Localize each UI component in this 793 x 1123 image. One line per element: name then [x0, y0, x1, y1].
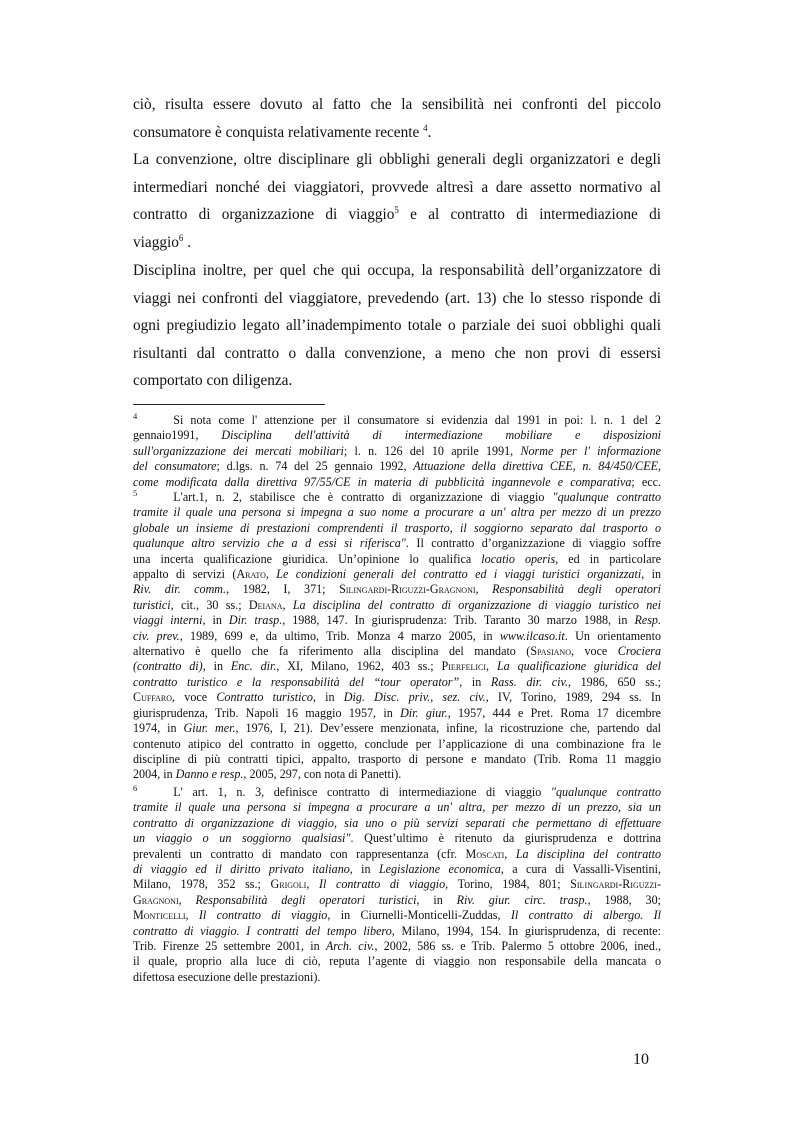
footnote-text: L'art.1, n. 2, stabilisce che è contratto di organizzazione di viaggio: [173, 490, 553, 504]
footnote-link[interactable]: www.ilcaso.it: [499, 628, 565, 643]
footnote-line: difettosa esecuzione delle prestazioni).: [133, 969, 321, 984]
footnote-text: . Quest’ultimo è ritenuto da giurisprudenza e dottrina: [350, 831, 661, 846]
footnote-text: , Torino, 1984, 801;: [445, 877, 571, 892]
footnote-author: Gragnoni: [133, 892, 179, 907]
footnote-text: , cit., 30 ss.;: [170, 597, 249, 612]
footnote-text: , in: [349, 862, 379, 877]
footnote-text: . Il contratto d’organizzazione di viaggio soffre: [405, 536, 661, 551]
footnote-quote: qualunque altro servizio che a d essi si riferisca": [133, 536, 406, 551]
footnote-text: gennaio1991,: [133, 428, 222, 443]
footnote-text: ,: [486, 659, 497, 674]
body-line: risultanti dal contratto o dalla convenzione, a meno che non provi di essersi: [133, 344, 661, 362]
body-text: consumatore è conquista relativamente recente: [133, 123, 420, 141]
footnote-text: , 2005, 297, con nota di Panetti).: [243, 767, 402, 782]
footnote-title: Enc. dir.: [230, 659, 277, 674]
footnote-title: Attuazione della direttiva CEE, n. 84/450/CEE,: [413, 459, 662, 474]
footnote-title: Dig. Disc. priv., sez. civ.: [343, 690, 486, 705]
footnote-text: appalto di servizi (: [133, 567, 237, 582]
footnote-title: Rass. dir. civ.: [490, 674, 568, 689]
footnote-quote: "qualunque contratto: [552, 490, 662, 504]
footnote-line: [133, 706, 661, 721]
body-line: La convenzione, oltre disciplinare gli obblighi generali degli organizzatori e degli: [133, 151, 661, 168]
footnote-title: La qualificazione giuridica del: [496, 659, 661, 674]
footnote-text: , in: [312, 690, 344, 705]
footnote-line: [133, 487, 662, 505]
footnote-title: Il contratto di viaggio: [318, 877, 446, 892]
footnote-line: [133, 862, 661, 877]
footnote-quote: un viaggio o un soggiorno qualsiasi": [133, 831, 351, 846]
footnote-text: , voce: [172, 690, 217, 705]
footnote-line: [133, 613, 661, 628]
footnote-title: La disciplina del contratto di organizzazione di viaggio turistico nei: [292, 597, 661, 612]
footnote-line: contenuto atipico del contratto in oggetto, conclude per l’applicazione di una combinazione fra le: [133, 736, 661, 751]
footnote-6: [133, 782, 662, 985]
footnote-author: Grigoli: [270, 877, 307, 892]
footnote-line: [133, 800, 661, 815]
footnote-text: L' art. 1, n. 3, definisce contratto di intermediazione di viaggio: [173, 785, 551, 799]
footnote-title: Il contratto di viaggio: [198, 908, 328, 923]
footnote-text: , 1982, I, 371;: [226, 582, 340, 597]
footnote-quote: contratto di organizzazione di viaggio, sia uno o più servizi separati che permettano di effettuare: [133, 815, 661, 830]
footnote-line: [133, 567, 661, 582]
body-line: ogni pregiudizio legato all’inadempimento totale o parziale dei suoi obblighi quali: [133, 317, 661, 335]
footnote-line: [133, 877, 661, 892]
footnote-line: [133, 644, 661, 659]
footnote-line: [133, 521, 661, 536]
footnote-line: [133, 767, 661, 782]
footnote-number: 6: [133, 782, 138, 793]
footnote-title: contratto di viaggio. I contratti del tempo libero: [133, 923, 392, 938]
body-line: [133, 119, 661, 147]
footnote-quote: tramite il quale una persona si impegna a suo nome a procurare a un' altra per mezzo di un prezzo: [133, 505, 661, 520]
footnote-author: Deiana: [248, 597, 283, 612]
footnote-title: turistici: [133, 597, 171, 612]
footnote-title: Responsabilità degli operatori turistici: [195, 892, 417, 907]
footnote-line: [133, 505, 661, 520]
footnote-author: Silingardi-Riguzzi-: [570, 877, 661, 892]
footnote-title: Responsabilità degli operatori: [492, 582, 661, 597]
footnote-text: Trib. Firenze 25 settembre 2001, in: [133, 939, 326, 954]
footnote-number: 5: [133, 487, 138, 498]
footnote-text: ,: [178, 892, 196, 907]
footnote-title: Danno e resp.: [175, 767, 244, 782]
footnote-number: 4: [133, 410, 138, 421]
body-paragraph-3: [133, 257, 661, 395]
footnote-author: Moscati: [465, 846, 505, 861]
footnote-title: come modificata dalla direttiva 97/55/CE in materia di pubblicità ingannevole e comparativa: [133, 474, 632, 489]
footnote-text: ; l. n. 126 del 10 aprile 1991,: [343, 443, 521, 458]
footnote-5: [133, 487, 662, 783]
footnote-text: , 1986, 650 ss.;: [567, 674, 661, 689]
footnote-title: sull'organizzazione dei mercati mobiliari: [133, 443, 344, 458]
footnote-title: Dir. giur.: [400, 705, 448, 720]
footnote-line: [133, 629, 661, 644]
footnote-text: , 1988, 147. In giurisprudenza: Trib. Taranto 30 marzo 1988, in: [282, 613, 635, 628]
footnote-line: [133, 444, 661, 459]
footnote-title: contratto turistico e la responsabilità del “tour operator”: [133, 674, 460, 689]
footnote-text: ; d.lgs. n. 74 del 25 gennaio 1992,: [216, 459, 414, 474]
footnote-text: , in: [459, 674, 491, 689]
footnote-title: Dir. trasp.: [228, 613, 283, 628]
footnote-line: [133, 428, 661, 443]
footnote-text: ,: [475, 582, 493, 597]
body-paragraph-1: [133, 91, 661, 146]
footnote-text: , 1988, 30;: [587, 892, 661, 907]
footnote-text: . Un orientamento: [564, 628, 661, 643]
body-line: viaggi nei confronti del viaggiatore, prevedendo (art. 13) che lo stesso risponde di: [133, 289, 661, 307]
footnote-text: una incerta qualificazione giuridica. Un’opinione lo qualifica: [133, 551, 482, 566]
body-line: intermediari nonché dei viaggiatori, provvede altresì a dare assetto normativo al: [133, 178, 661, 196]
footnote-line: [133, 536, 661, 551]
footnote-text: , in: [202, 613, 229, 628]
footnote-author: Cuffaro: [133, 690, 173, 705]
footnote-line: [133, 721, 661, 736]
footnote-title: Giur. mer.: [183, 721, 236, 736]
footnote-line: [133, 475, 661, 490]
footnote-text: , XI, Milano, 1962, 403 ss.;: [276, 659, 442, 674]
body-line: [133, 201, 661, 229]
footnote-text: ; ecc.: [631, 474, 661, 489]
footnote-text: , 1989, 699 e, da ultimo, Trib. Monza 4 marzo 2005, in: [179, 628, 500, 643]
footnote-quote: "qualunque contratto: [550, 785, 661, 799]
footnote-ref-6[interactable]: 6: [178, 232, 184, 243]
footnote-line: [133, 847, 661, 862]
footnote-text: , in: [641, 567, 662, 582]
footnote-text: , a cura di Vassalli-Visentini,: [500, 862, 661, 877]
footnote-text: , IV, Torino, 1989, 294 ss. In: [485, 690, 661, 705]
footnote-text: , Milano, 1994, 154. In giurisprudenza, di recente:: [391, 923, 661, 938]
footnote-author: Pierfelici: [441, 659, 487, 674]
footnote-text: Si nota come l' attenzione per il consumatore si evidenzia dal 1991 in poi: l. n. 1 del 2: [173, 413, 661, 427]
body-line: ciò, risulta essere dovuto al fatto che la sensibilità nei confronti del piccolo: [133, 96, 661, 113]
footnote-text: , in: [202, 659, 231, 674]
footnote-text: , ed in particolare: [555, 551, 661, 566]
footnote-text: ,: [306, 877, 319, 892]
body-text: .: [183, 233, 192, 251]
body-text: e al contratto di intermediazione di: [398, 206, 661, 224]
footnote-title: Disciplina dell'attività di intermediazione mobiliare e disposizioni: [221, 428, 661, 443]
footnote-title: di viaggio ed il diritto privato italiano: [133, 862, 350, 877]
footnote-quote: tramite il quale una persona si impegna a procurare a un' altra, per mezzo di un prezzo, sia un: [133, 800, 661, 815]
footnote-title: Crociera: [617, 644, 661, 659]
footnote-text: , in Ciurnelli-Monticelli-Zuddas,: [327, 908, 511, 923]
footnote-line: [133, 816, 661, 831]
footnote-title: (contratto di): [133, 659, 203, 674]
body-line: [133, 229, 661, 257]
page-number: 10: [633, 1051, 649, 1068]
footnote-line: [133, 552, 661, 567]
footnote-text: ,: [282, 597, 293, 612]
footnote-line: [133, 675, 661, 690]
footnote-author: Monticelli: [133, 908, 186, 923]
footnote-title: Resp.: [634, 613, 661, 628]
footnote-line: [133, 893, 661, 908]
footnote-line: [133, 939, 661, 954]
footnote-text: ,: [185, 908, 199, 923]
body-text: contratto di organizzazione di viaggio: [133, 206, 395, 224]
footnote-line: [133, 908, 661, 923]
footnote-text: , voce: [571, 644, 618, 659]
footnote-text: ,: [265, 567, 277, 582]
footnote-text: prevalenti un contratto di mandato con rappresentanza (cfr.: [133, 846, 466, 861]
footnote-line: il quale, proprio alla luce di ciò, reputa l’agente di viaggio non responsabile della mancata o: [133, 954, 661, 969]
footnote-line: discipline di più contratti tipici, appalto, trasporto di persone e mandato (Trib. Roma 11 maggio: [133, 751, 661, 766]
footnote-line: [133, 690, 661, 705]
footnote-text: Milano, 1978, 352 ss.;: [133, 877, 271, 892]
footnote-title: Contratto turistico: [216, 690, 313, 705]
footnote-title: viaggi interni: [133, 613, 203, 628]
body-paragraph-2: [133, 146, 661, 256]
body-text: viaggio: [133, 233, 179, 251]
footnote-title: Norme per l' informazione: [520, 443, 661, 458]
footnote-text: , 1976, I, 21). Dev’essere menzionata, infine, la ricostruzione che, partendo dal: [235, 721, 661, 736]
footnote-line: [133, 924, 661, 939]
footnote-title: Il contratto di albergo. Il: [510, 908, 661, 923]
footnote-4: [133, 410, 662, 490]
footnote-title: Le condizioni generali del contratto ed i viaggi turistici organizzati: [276, 567, 642, 582]
footnote-author: Spasiano: [530, 644, 571, 659]
footnote-text: , in: [416, 892, 457, 907]
footnote-author: Silingardi-Riguzzi-Gragnoni: [339, 582, 476, 597]
footnote-text: 1974, in: [133, 721, 184, 736]
footnote-text: giurisprudenza, Trib. Napoli 16 maggio 1957, in: [133, 705, 401, 720]
footnote-title: Arch. civ.: [325, 939, 375, 954]
footnote-line: [133, 659, 661, 674]
footnote-title: Legislazione economica: [378, 862, 501, 877]
footnote-line: [133, 582, 661, 597]
footnote-title: civ. prev.: [133, 628, 180, 643]
footnote-line: [133, 598, 661, 613]
footnote-title: Riv. giur. circ. trasp.: [456, 892, 588, 907]
footnote-author: Arato: [236, 567, 266, 582]
footnote-title: locatio operis: [481, 551, 556, 566]
footnote-line: [133, 831, 661, 846]
footnote-text: alternativo è quello che fa riferimento alla disciplina del mandato (: [133, 644, 531, 659]
footnote-ref-5[interactable]: 5: [394, 205, 399, 216]
body-text: .: [427, 123, 432, 141]
body-line: Disciplina inoltre, per quel che qui occupa, la responsabilità dell’organizzatore di: [133, 262, 661, 279]
footnote-quote: globale un insieme di prestazioni comprendenti il trasporto, il soggiorno separato dal trasporto o: [133, 520, 661, 535]
footnote-title: La disciplina del contratto: [515, 846, 662, 861]
footnote-title: del consumatore: [133, 459, 217, 474]
footnote-text: 2004, in: [133, 767, 176, 782]
footnote-line: [133, 410, 661, 428]
footnote-text: , 2002, 586 ss. e Trib. Palermo 5 ottobre 2006, ined.,: [374, 939, 662, 954]
footnote-line: [133, 782, 661, 800]
footnote-ref-4[interactable]: 4: [423, 122, 428, 133]
footnote-line: [133, 459, 661, 474]
footnote-title: Riv. dir. comm.: [133, 582, 227, 597]
footnote-text: ,: [504, 846, 516, 861]
body-line: comportato con diligenza.: [133, 372, 293, 390]
footnote-text: , 1957, 444 e Pret. Roma 17 dicembre: [447, 705, 661, 720]
footnote-separator: [133, 404, 325, 405]
